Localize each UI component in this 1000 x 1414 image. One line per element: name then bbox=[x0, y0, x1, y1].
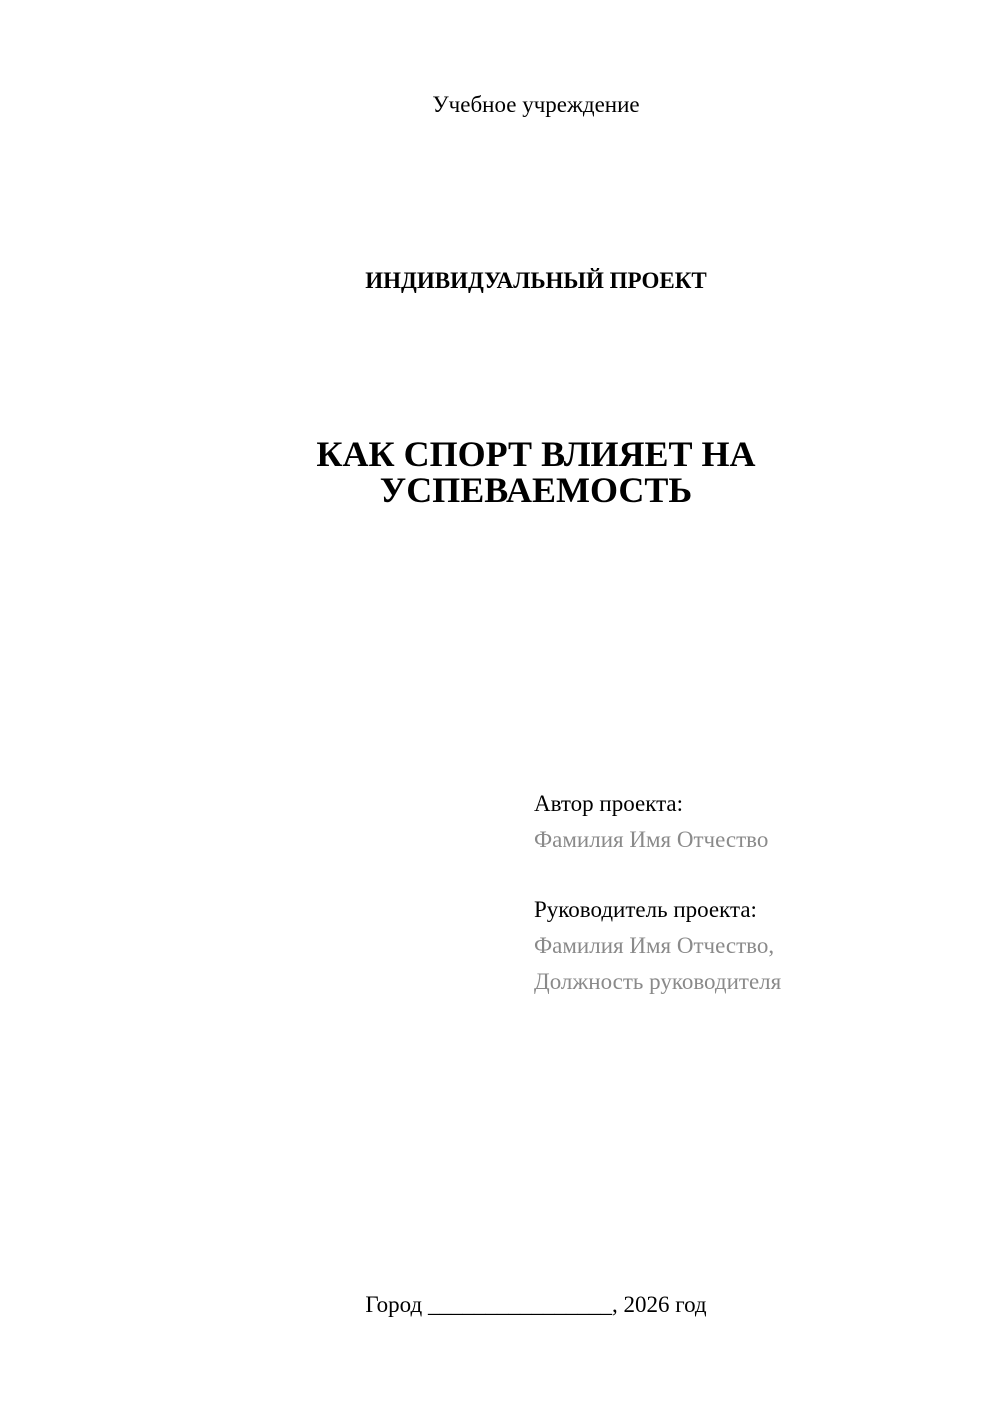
project-title bbox=[0, 436, 1000, 508]
city-year-line: Город ________________, 2026 год bbox=[365, 1292, 707, 1317]
author-name: Фамилия Имя Отчество bbox=[534, 827, 769, 852]
supervisor-name: Фамилия Имя Отчество, bbox=[534, 933, 775, 958]
supervisor-position: Должность руководителя bbox=[534, 969, 782, 994]
project-title-line-1: КАК СПОРТ ВЛИЯЕТ НА bbox=[316, 434, 756, 474]
author-label: Автор проекта: bbox=[534, 791, 683, 816]
supervisor-label: Руководитель проекта: bbox=[534, 897, 757, 922]
project-info-block bbox=[534, 786, 974, 1000]
spacer bbox=[534, 858, 974, 892]
project-title-line-2: УСПЕВАЕМОСТЬ bbox=[379, 470, 693, 510]
document-type: ИНДИВИДУАЛЬНЫЙ ПРОЕКТ bbox=[365, 268, 707, 293]
institution-name: Учебное учреждение bbox=[432, 92, 640, 117]
